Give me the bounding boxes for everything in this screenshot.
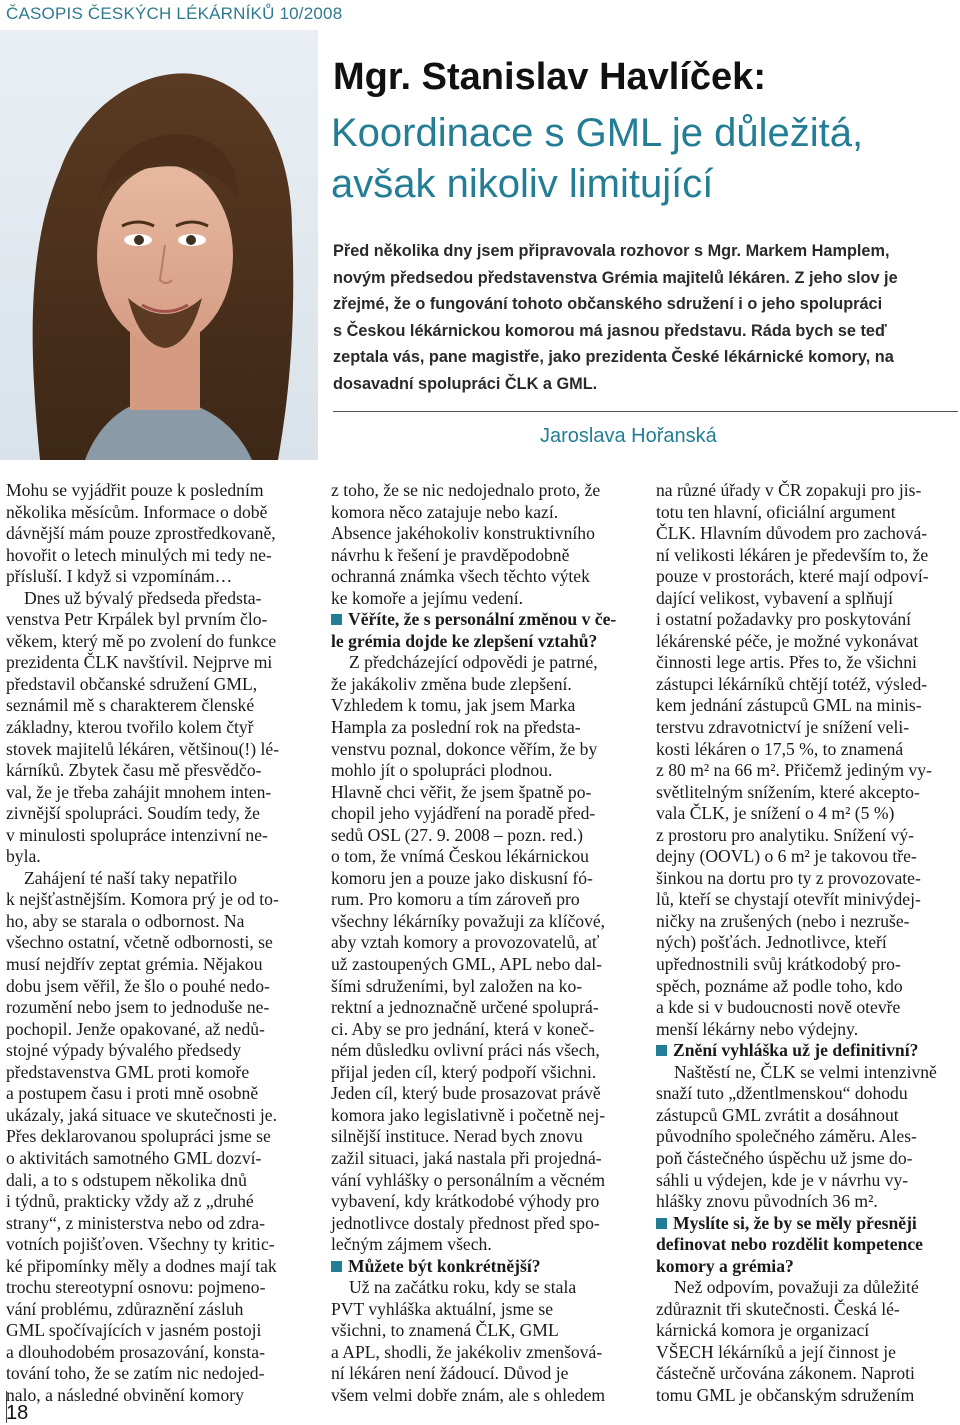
line-text: byla. xyxy=(6,846,41,867)
body-text-line xyxy=(331,502,631,524)
body-text-line xyxy=(331,523,631,545)
line-text: z prostoru pro analytiku. Snížení vý- xyxy=(656,824,914,845)
body-text-line xyxy=(6,1277,306,1299)
line-text: z 80 m² na 66 m². Přičemž jediným vy- xyxy=(656,760,932,781)
line-text: lů, kteří se chystají otevřít minivýdej- xyxy=(656,889,921,910)
line-text: dající velikost, vybavení a splňují xyxy=(656,587,893,608)
question-marker-icon xyxy=(656,1218,667,1229)
body-text-line xyxy=(656,1320,956,1342)
lead-line: zřejmé, že o fungování tohoto občanského sdružení i o jeho spolupráci xyxy=(333,295,883,314)
body-text-line xyxy=(6,1105,306,1127)
body-text-line xyxy=(331,588,631,610)
body-text-line xyxy=(656,545,956,567)
body-text-line xyxy=(656,1148,956,1170)
title-line: Koordinace s GML je důležitá, xyxy=(331,111,864,155)
line-text: o aktivitách samotného GML dozví- xyxy=(6,1147,262,1168)
line-text: zástupci lékárníků chtějí totéž, výsled- xyxy=(656,673,928,694)
line-text: mohlo jít o spolupráci plodnou. xyxy=(331,760,553,781)
text-column-3 xyxy=(656,480,956,1407)
line-text: GML spočívajících v jasném postoji xyxy=(6,1320,262,1341)
line-text: val, že je třeba zahájit mnohem inten- xyxy=(6,781,272,802)
line-text: všechny lékárníky považuji za klíčové, xyxy=(331,910,606,931)
body-text-line xyxy=(656,480,956,502)
lead-line: zeptala vás, pane magistře, jako prezidenta České lékárnické komory, na xyxy=(333,348,894,367)
body-text-line xyxy=(656,760,956,782)
article-title xyxy=(331,108,956,210)
line-text: ho, aby se starala o odbornost. Na xyxy=(6,910,245,931)
line-text: ochranná známka všech těchto výtek xyxy=(331,566,590,587)
line-text: Z předcházející odpovědi je patrné, xyxy=(349,652,598,673)
line-text: základny, kterou tvořilo kolem čtyř xyxy=(6,717,254,738)
body-text-line xyxy=(656,1342,956,1364)
line-text: představenstva GML proti komoře xyxy=(6,1061,250,1082)
body-text-line xyxy=(6,1385,306,1407)
line-text: vání vyhlášky o personálním a věcném xyxy=(331,1169,606,1190)
article-lead xyxy=(333,238,958,398)
body-text-line xyxy=(656,997,956,1019)
line-text: hlášky znovu původních 36 m². xyxy=(656,1191,878,1212)
lead-line: dosavadní spolupráci ČLK a GML. xyxy=(333,374,598,393)
body-text-line xyxy=(331,1277,631,1299)
body-text-line xyxy=(6,566,306,588)
line-text: kosti lékáren o 17,5 %, to znamená xyxy=(656,738,904,759)
author-portrait xyxy=(0,30,318,460)
body-text-line xyxy=(6,739,306,761)
line-text: v minulosti spolupráce intenzivní ne- xyxy=(6,824,268,845)
body-text-line xyxy=(656,1083,956,1105)
body-text-line xyxy=(656,674,956,696)
line-text: PVT vyhláška aktuální, jsme se xyxy=(331,1298,554,1319)
body-text-line xyxy=(656,631,956,653)
body-text-line xyxy=(331,1213,631,1235)
line-text: stovek majitelů lékáren, většinou(!) lé- xyxy=(6,738,280,759)
line-text: komoru jen a pouze jako diskusní fó- xyxy=(331,867,593,888)
line-text: lečným zájmem všech. xyxy=(331,1234,492,1255)
body-text-line xyxy=(656,1363,956,1385)
line-text: lékárenské péče, je možné vykonávat xyxy=(656,630,919,651)
question-line xyxy=(331,1256,631,1278)
body-text-line xyxy=(331,1363,631,1385)
body-text-line xyxy=(6,674,306,696)
line-text: dobu jsem věřil, že šlo o pouhé nedo- xyxy=(6,975,270,996)
body-text-line xyxy=(656,695,956,717)
line-text: a APL, shodli, že jakékoliv zmenšová- xyxy=(331,1341,603,1362)
line-text: pouze v prostorách, které mají odpoví- xyxy=(656,566,929,587)
line-text: kárnická komora je organizací xyxy=(656,1320,870,1341)
body-text-line xyxy=(6,1342,306,1364)
body-text-line xyxy=(656,1105,956,1127)
line-text: zažil situaci, jaká nastala při projedná- xyxy=(331,1147,602,1168)
body-text-line xyxy=(656,1299,956,1321)
line-text: a kde si v budoucnosti nově otevře xyxy=(656,997,901,1018)
body-text-line xyxy=(6,1256,306,1278)
line-text: totu ten hlavní, oficiální argument xyxy=(656,501,896,522)
line-text: ničky na zrušených (nebo i nezruše- xyxy=(656,910,910,931)
question-marker-icon xyxy=(331,614,342,625)
body-text-line xyxy=(656,825,956,847)
line-text: z toho, že se nic nedojednalo proto, že xyxy=(331,480,601,500)
question-line xyxy=(331,631,631,653)
line-text: Mohu se vyjádřit pouze k posledním xyxy=(6,480,264,500)
body-text-line xyxy=(656,976,956,998)
body-text-line xyxy=(6,631,306,653)
line-text: sáhli u výdejen, kde je v návrhu vy- xyxy=(656,1169,909,1190)
line-text: trochu stereotypní osnovu: pojmeno- xyxy=(6,1277,266,1298)
line-text: Hampla za poslední rok na předsta- xyxy=(331,717,581,738)
body-text-line xyxy=(656,846,956,868)
line-text: Zahájení té naší taky nepatřilo xyxy=(24,867,237,888)
line-text: ném důsledku ovlivní práci nás všech, xyxy=(331,1040,600,1061)
line-text: ČLK. Hlavním důvodem pro zachová- xyxy=(656,523,928,544)
line-text: definovat nebo rozdělit kompetence xyxy=(656,1234,923,1255)
line-text: zástupců GML zvrátit a dosáhnout xyxy=(656,1104,899,1125)
line-text: Věříte, že s personální změnou v če- xyxy=(348,609,617,630)
line-text: už zastoupených GML, APL nebo dal- xyxy=(331,954,603,975)
line-text: tomu GML je občanským sdružením xyxy=(656,1384,915,1405)
line-text: komora jako legislativně i početně nej- xyxy=(331,1104,606,1125)
body-text-line xyxy=(6,588,306,610)
line-text: le grémia dojde ke zlepšení vztahů? xyxy=(331,630,598,651)
line-text: ci. Aby se pro jednání, která v koneč- xyxy=(331,1018,595,1039)
line-text: všem velmi dobře znám, ale s ohledem xyxy=(331,1384,606,1405)
body-text-line xyxy=(331,1342,631,1364)
body-text-line xyxy=(6,954,306,976)
line-text: i týdnů, prakticky vždy až z „druhé xyxy=(6,1191,254,1212)
body-text-line xyxy=(6,782,306,804)
line-text: šinkou na dortu pro ty z provozovate- xyxy=(656,867,921,888)
line-text: Jeden cíl, který bude prosazovat právě xyxy=(331,1083,601,1104)
line-text: vání problému, zdůraznění zásluh xyxy=(6,1298,244,1319)
line-text: a dlouhodobém prosazování, konsta- xyxy=(6,1341,265,1362)
text-column-2 xyxy=(331,480,631,1407)
question-line xyxy=(656,1213,956,1235)
body-text-line xyxy=(331,911,631,933)
line-text: dejny (OOVL) o 6 m² je takovou tře- xyxy=(656,846,917,867)
line-text: i ostatní požadavky pro poskytování xyxy=(656,609,912,630)
body-text-line xyxy=(6,1126,306,1148)
body-text-line xyxy=(6,1019,306,1041)
body-text-line xyxy=(656,1019,956,1041)
body-text-line xyxy=(331,782,631,804)
body-text-line xyxy=(656,717,956,739)
body-text-line xyxy=(331,1126,631,1148)
body-text-line xyxy=(331,1234,631,1256)
line-text: venstva Petr Krpálek byl prvním člo- xyxy=(6,609,268,630)
body-text-line xyxy=(6,652,306,674)
line-text: snaží tuto „džentlmenskou“ dohodu xyxy=(656,1083,908,1104)
line-text: Můžete být konkrétnější? xyxy=(348,1255,541,1276)
body-text-line xyxy=(656,932,956,954)
question-marker-icon xyxy=(656,1045,667,1056)
line-text: vybavení, kdy krátkodobé výhody pro xyxy=(331,1191,600,1212)
body-text-line xyxy=(331,480,631,502)
body-text-line xyxy=(6,1320,306,1342)
line-text: strany“, z ministerstva nebo od zdra- xyxy=(6,1212,265,1233)
title-line: avšak nikoliv limitující xyxy=(331,162,714,206)
line-text: menší lékárny nebo výdejny. xyxy=(656,1018,859,1039)
line-text: přijal jeden cíl, který podpoří všichni. xyxy=(331,1061,597,1082)
body-text-line xyxy=(331,976,631,998)
line-text: představil občanské sdružení GML, xyxy=(6,673,258,694)
line-text: silnější instituce. Nerad bych znovu xyxy=(331,1126,583,1147)
line-text: dali, a to s odstupem několika dnů xyxy=(6,1169,247,1190)
body-text-line xyxy=(331,1062,631,1084)
body-text-line xyxy=(656,1126,956,1148)
body-text-line xyxy=(6,1234,306,1256)
body-text-line xyxy=(6,1363,306,1385)
line-text: sedů OSL (27. 9. 2008 – pozn. red.) xyxy=(331,824,583,845)
body-text-line xyxy=(6,846,306,868)
line-text: VŠECH lékárníků a její činnost je xyxy=(656,1341,896,1362)
body-text-line xyxy=(331,566,631,588)
line-text: upřednostnili svůj krátkodobý pro- xyxy=(656,954,901,975)
question-line xyxy=(331,609,631,631)
page-number: 18 xyxy=(6,1402,29,1424)
line-text: musí nejdřív zeptat grémia. Nějakou xyxy=(6,954,263,975)
body-text-line xyxy=(6,545,306,567)
line-text: poň částečného úspěchu už jsme do- xyxy=(656,1147,913,1168)
body-text-line xyxy=(656,502,956,524)
line-text: částečně určována zákonem. Naproti xyxy=(656,1363,915,1384)
line-text: původního společného záměru. Ales- xyxy=(656,1126,917,1147)
body-text-line xyxy=(331,1385,631,1407)
line-text: že jakákoliv změna bude zlepšení. xyxy=(331,673,572,694)
line-text: terstvu zdravotnictví je snížení veli- xyxy=(656,717,910,738)
body-text-line xyxy=(6,717,306,739)
body-text-line xyxy=(656,609,956,631)
line-text: stojné výpady bývalého předsedy xyxy=(6,1040,242,1061)
article-byline: Jaroslava Hořanská xyxy=(540,425,717,447)
body-text-line xyxy=(331,932,631,954)
body-text-line xyxy=(656,566,956,588)
body-text-line xyxy=(656,739,956,761)
question-line xyxy=(656,1040,956,1062)
line-text: ké připomínky měly a dodnes mají tak xyxy=(6,1255,277,1276)
body-text-line xyxy=(331,803,631,825)
body-text-line xyxy=(656,1191,956,1213)
body-text-line xyxy=(331,1148,631,1170)
body-text-line xyxy=(6,1040,306,1062)
body-text-line xyxy=(331,545,631,567)
body-text-line xyxy=(656,782,956,804)
body-text-line xyxy=(656,868,956,890)
line-text: světlitelným snížením, které akcepto- xyxy=(656,781,920,802)
body-text-line xyxy=(6,1148,306,1170)
interviewee-name: Mgr. Stanislav Havlíček: xyxy=(333,56,766,98)
line-text: o tom, že vnímá Českou lékárnickou xyxy=(331,846,589,867)
body-text-line xyxy=(656,1385,956,1407)
line-text: ní velikosti lékáren je především to, že xyxy=(656,544,929,565)
line-text: vala ČLK, je snížení o 4 m² (5 %) xyxy=(656,803,895,824)
body-text-line xyxy=(656,1277,956,1299)
line-text: k nejšťastnějším. Komora prý je od to- xyxy=(6,889,279,910)
body-text-line xyxy=(656,889,956,911)
body-text-line xyxy=(331,1083,631,1105)
body-text-line xyxy=(331,997,631,1019)
line-text: Vzhledem k tomu, jak jsem Marka xyxy=(331,695,576,716)
body-text-line xyxy=(6,932,306,954)
line-text: aby vztah komory a provozovatelů, ať xyxy=(331,932,600,953)
line-text: kárníků. Zbytek času mě přesvědčo- xyxy=(6,760,262,781)
body-text-line xyxy=(6,1170,306,1192)
body-text-line xyxy=(656,911,956,933)
line-text: dávnější mám pouze zprostředkovaně, xyxy=(6,523,276,544)
body-text-line xyxy=(331,739,631,761)
line-text: Hlavně chci věřit, že jsem špatně po- xyxy=(331,781,592,802)
line-text: všichni, to znamená ČLK, GML xyxy=(331,1320,559,1341)
body-text-line xyxy=(656,588,956,610)
line-text: návrhu k řešení je pravděpodobně xyxy=(331,544,570,565)
body-text-line xyxy=(6,1299,306,1321)
body-text-line xyxy=(331,717,631,739)
body-text-line xyxy=(6,997,306,1019)
body-text-line xyxy=(6,911,306,933)
line-text: všechno ostatní, včetně odbornosti, se xyxy=(6,932,273,953)
line-text: činnosti lege artis. Přes to, že všichni xyxy=(656,652,917,673)
body-text-line xyxy=(656,523,956,545)
body-text-line xyxy=(656,1170,956,1192)
body-text-line xyxy=(6,868,306,890)
line-text: rektní a jednoznačně určené spoluprá- xyxy=(331,997,599,1018)
body-text-line xyxy=(6,976,306,998)
body-text-line xyxy=(6,1191,306,1213)
lead-line: novým předsedou představenstva Grémia majitelů lékáren. Z jeho slov je xyxy=(333,268,898,287)
line-text: Znění vyhláška už je definitivní? xyxy=(673,1040,919,1061)
line-text: Už na začátku roku, kdy se stala xyxy=(349,1277,577,1298)
body-text-line xyxy=(6,889,306,911)
line-text: Přes deklarovanou spolupráci jsme se xyxy=(6,1126,271,1147)
body-text-line xyxy=(331,825,631,847)
question-line xyxy=(656,1256,956,1278)
line-text: pochopil. Jenže opakované, až nedů- xyxy=(6,1018,265,1039)
line-text: několika měsícům. Informace o době xyxy=(6,501,268,522)
body-text-line xyxy=(6,1213,306,1235)
line-text: Absence jakéhokoliv konstruktivního xyxy=(331,523,595,544)
lead-line: Před několika dny jsem připravovala rozhovor s Mgr. Markem Hamplem, xyxy=(333,242,890,260)
body-text-line xyxy=(331,1105,631,1127)
line-text: spěch, poznáme až podle toho, kdo xyxy=(656,975,903,996)
body-text-line xyxy=(331,760,631,782)
body-text-line xyxy=(6,1062,306,1084)
line-text: tování toho, že se zatím nic nedojed- xyxy=(6,1363,265,1384)
body-text-line xyxy=(331,954,631,976)
line-text: hovořit o letech minulých mi tedy ne- xyxy=(6,544,272,565)
line-text: jednotlivce dostaly přednost před spo- xyxy=(331,1212,600,1233)
line-text: prezidenta ČLK navštívil. Nejprve mi xyxy=(6,652,273,673)
line-text: Než odpovím, považuji za důležité xyxy=(674,1277,919,1298)
body-text-line xyxy=(656,954,956,976)
body-text-line xyxy=(331,1170,631,1192)
body-text-line xyxy=(6,803,306,825)
body-text-line xyxy=(331,868,631,890)
line-text: rum. Pro komoru a tím zároveň pro xyxy=(331,889,580,910)
line-text: Dnes už bývalý předseda předsta- xyxy=(24,587,262,608)
line-text: Myslíte si, že by se měly přesněji xyxy=(673,1212,917,1233)
line-text: na různé úřady v ČR zopakuji pro jis- xyxy=(656,480,922,500)
body-text-line xyxy=(331,652,631,674)
body-text-line xyxy=(6,695,306,717)
question-line xyxy=(656,1234,956,1256)
text-column-1 xyxy=(6,480,306,1407)
body-text-line xyxy=(331,695,631,717)
portrait-photo-icon xyxy=(0,30,318,460)
line-text: venstvu poznal, dokonce věřím, že by xyxy=(331,738,598,759)
journal-header: ČASOPIS ČESKÝCH LÉKÁRNÍKŮ 10/2008 xyxy=(6,4,343,23)
body-text-line xyxy=(331,1040,631,1062)
body-text-line xyxy=(331,1299,631,1321)
line-text: komory a grémia? xyxy=(656,1255,794,1276)
line-text: ke komoře a jejímu vedení. xyxy=(331,587,524,608)
line-text: ukázaly, jaká situace ve skutečnosti je. xyxy=(6,1104,277,1125)
line-text: šími sdruženími, byl založen na ko- xyxy=(331,975,583,996)
divider-rule xyxy=(333,411,958,412)
line-text: votních pojišťoven. Všechny ty kritic- xyxy=(6,1234,275,1255)
body-text-line xyxy=(331,1191,631,1213)
body-text-line xyxy=(331,1320,631,1342)
body-text-line xyxy=(656,803,956,825)
line-text: zivnější spolupráci. Soudím tedy, že xyxy=(6,803,260,824)
lead-line: s Českou lékárnickou komorou má jasnou představu. Ráda bych se teď xyxy=(333,321,887,340)
body-text-line xyxy=(6,480,306,502)
body-text-line xyxy=(331,674,631,696)
line-text: přísluší. I když si vzpomínám… xyxy=(6,566,233,587)
line-text: nalo, a následné obvinění komory xyxy=(6,1384,244,1405)
body-text-line xyxy=(6,523,306,545)
line-text: a postupem času i proti mně osobně xyxy=(6,1083,259,1104)
body-text-line xyxy=(6,825,306,847)
body-text-line xyxy=(6,502,306,524)
line-text: zdůraznit tři skutečnosti. Česká lé- xyxy=(656,1298,900,1319)
line-text: seznámil mě s charakterem členské xyxy=(6,695,255,716)
question-marker-icon xyxy=(331,1261,342,1272)
body-text-line xyxy=(656,652,956,674)
body-text-line xyxy=(656,1062,956,1084)
line-text: ných) pošťách. Jednotlivce, kteří xyxy=(656,932,887,953)
line-text: kem jednání zástupců GML na minis- xyxy=(656,695,922,716)
line-text: věkem, který mě po zvolení do funkce xyxy=(6,630,277,651)
body-text-line xyxy=(6,760,306,782)
body-text-line xyxy=(6,609,306,631)
line-text: rozumění nebo jsem to jednoduše ne- xyxy=(6,997,270,1018)
line-text: komora něco zatajuje nebo kazí. xyxy=(331,501,559,522)
body-text-line xyxy=(6,1083,306,1105)
body-text-line xyxy=(331,889,631,911)
body-text-line xyxy=(331,846,631,868)
line-text: Naštěstí ne, ČLK se velmi intenzivně xyxy=(674,1061,937,1082)
line-text: ní lékáren není žádoucí. Důvod je xyxy=(331,1363,569,1384)
body-text-line xyxy=(331,1019,631,1041)
line-text: chopil jeho vyjádření na poradě před- xyxy=(331,803,596,824)
